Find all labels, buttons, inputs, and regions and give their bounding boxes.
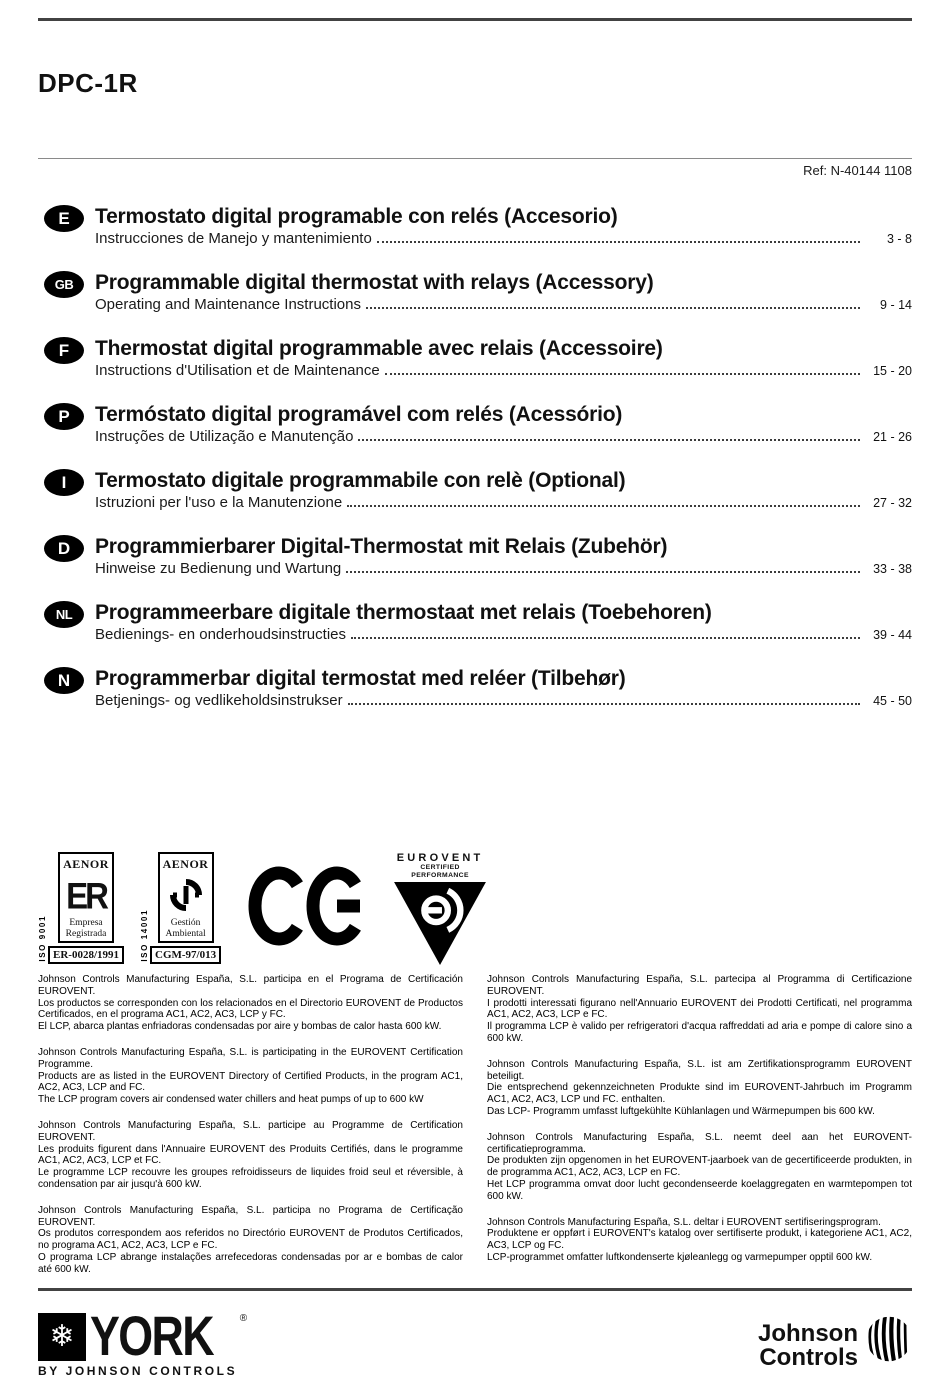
toc-entry-body	[95, 600, 912, 644]
toc-subtitle-row	[95, 295, 912, 314]
toc-entry-norwegian	[38, 666, 912, 710]
registered-mark: ®	[239, 1312, 248, 1324]
aenor-env-mark-icon	[161, 872, 211, 918]
aenor-er-column	[48, 852, 124, 964]
reference-number: Ref: N-40144 1108	[803, 163, 912, 178]
page-title: DPC-1R	[38, 68, 138, 98]
language-badge-nl: NL	[44, 601, 84, 628]
aenor-er-mark-icon: ER	[66, 874, 106, 916]
dotted-leader	[358, 439, 860, 441]
dotted-leader	[377, 241, 860, 243]
dotted-leader	[351, 637, 860, 639]
toc-entry-portuguese	[38, 402, 912, 446]
iso-14001-label: ISO 14001	[140, 909, 149, 962]
toc-entry-french	[38, 336, 912, 380]
toc-entry-english	[38, 270, 912, 314]
toc-page-range: 9 - 14	[880, 298, 912, 312]
language-badge-i: I	[44, 469, 84, 496]
toc-page-range: 21 - 26	[873, 430, 912, 444]
toc-subtitle-row	[95, 229, 912, 248]
ce-mark-icon	[247, 864, 371, 953]
notice-dutch: Johnson Controls Manufacturing España, S.L. neemt deel aan het EUROVENT-certificatieprogramma. De produkten zijn opgenomen in het EUROVENT-jaarboek van de gecertificeerde produkten, in de programma AC1, AC2, AC3, LCP en FC. Het LCP programma omvat door lucht gecondenseerde koelaggregaten en warmtepompen tot 600 kW.	[487, 1131, 912, 1202]
top-rule	[38, 18, 912, 21]
snowflake-icon: ❄	[38, 1313, 86, 1361]
toc-page-range: 27 - 32	[873, 496, 912, 510]
aenor-er-certificate	[38, 852, 124, 964]
dotted-leader	[348, 703, 860, 705]
aenor-brand: AENOR	[63, 857, 109, 871]
toc-entry-body	[95, 270, 912, 314]
iso-9001-label: ISO 9001	[38, 915, 47, 962]
toc-entry-dutch	[38, 600, 912, 644]
aenor-env-label: Gestión Ambiental	[165, 918, 206, 939]
toc-page-range: 39 - 44	[873, 628, 912, 642]
toc-title: Termostato digital programable con relés (Accesorio)	[95, 205, 618, 228]
toc-subtitle: Instrucciones de Manejo y mantenimiento	[95, 230, 372, 247]
dotted-leader	[346, 571, 860, 573]
eurovent-notices	[38, 974, 912, 1276]
eurovent-certificate	[391, 852, 489, 972]
toc-entry-body	[95, 666, 912, 710]
language-badge-gb: GB	[44, 271, 84, 298]
toc-subtitle-row	[95, 361, 912, 380]
toc-subtitle-row	[95, 691, 912, 710]
dotted-leader	[385, 373, 860, 375]
toc-entry-spanish	[38, 204, 912, 248]
york-tagline: BY JOHNSON CONTROLS	[38, 1363, 238, 1378]
footer	[38, 1303, 912, 1378]
toc-subtitle-row	[95, 559, 912, 578]
language-badge-d: D	[44, 535, 84, 562]
language-badge-e: E	[44, 205, 84, 232]
toc-entry-german	[38, 534, 912, 578]
dotted-leader	[347, 505, 860, 507]
eurovent-name: EUROVENT	[396, 852, 484, 864]
dotted-leader	[366, 307, 860, 309]
toc-entry-body	[95, 402, 912, 446]
toc-title: Termóstato digital programável com relés (Acessório)	[95, 403, 623, 426]
notice-norwegian: Johnson Controls Manufacturing España, S.L. deltar i EUROVENT sertifiseringsprogram. Produktene er oppført i EUROVENT's katalog over sertifiserte produkt, i kategoriene AC1, AC2, AC3, LCP og FC. LCP-programmet omfatter luftkondenserte kjøleanlegg og varmepumper opptil 600 kW.	[487, 1216, 912, 1263]
notice-english: Johnson Controls Manufacturing España, S.L. is participating in the EUROVENT Certification Programme. Products are as listed in the EUROVENT Directory of Certified Products, in the program AC1, AC2, AC3, LCP and FC. The LCP program covers air condensed water chillers and heat pumps of up to 600 kW	[38, 1046, 463, 1106]
notices-left-column	[38, 974, 463, 1276]
toc-title: Programmierbarer Digital-Thermostat mit Relais (Zubehör)	[95, 535, 668, 558]
language-badge-f: F	[44, 337, 84, 364]
toc-title: Thermostat digital programmable avec relais (Accessoire)	[95, 337, 663, 360]
certification-logos	[38, 852, 912, 964]
toc-entry-body	[95, 534, 912, 578]
toc-page-range: 3 - 8	[886, 232, 912, 246]
johnson-controls-wordmark: Johnson Controls	[758, 1319, 858, 1371]
notice-portuguese: Johnson Controls Manufacturing España, S.L. participa no Programa de Certificação EUROVENT. Os produtos correspondem aos referidos no Directório EUROVENT de Produtos Certificados, no programa AC1, AC2, AC3, LCP e FC. O programa LCP abrange instalações arrefecedoras condensadas por ar e bombas de calor até 600 kW.	[38, 1204, 463, 1275]
toc-subtitle: Bedienings- en onderhoudsinstructies	[95, 626, 346, 643]
toc-subtitle: Istruzioni per l'uso e la Manutenzione	[95, 494, 343, 511]
notice-french: Johnson Controls Manufacturing España, S.L. participe au Programme de Certification EUROVENT. Les produits figurent dans l'Annuaire EUROVENT des Produits Certifiés, dans le programme AC1, AC2, AC3, LCP et FC. Le programme LCP recouvre les groupes refroidisseurs de liquides froid seul et réversible, à condensation par air jusqu'à 600 kW.	[38, 1119, 463, 1190]
toc-subtitle-row	[95, 427, 912, 446]
aenor-env-code: CGM-97/013	[150, 946, 221, 964]
eurovent-tagline: CERTIFIED PERFORMANCE	[411, 864, 469, 879]
aenor-er-label: Empresa Registrada	[65, 918, 107, 939]
toc-page-range: 15 - 20	[873, 364, 912, 378]
language-badge-p: P	[44, 403, 84, 430]
notice-spanish: Johnson Controls Manufacturing España, S.L. participa en el Programa de Certificación EUROVENT. Los productos se corresponden con los relacionados en el Directorio EUROVENT de Productos Certificados, en el programa AC1, AC2, AC3, LCP y FC. El LCP, abarca plantas enfriadoras condensadas por aire y bombas de calor hasta 600 kW.	[38, 974, 463, 1033]
toc-entry-body	[95, 336, 912, 380]
aenor-brand: AENOR	[162, 857, 209, 871]
aenor-env-column	[150, 852, 221, 964]
bottom-rule	[38, 1288, 912, 1291]
york-wordmark: YORK	[90, 1303, 214, 1367]
york-logo	[38, 1303, 248, 1378]
aenor-er-code: ER-0028/1991	[48, 946, 124, 964]
eurovent-mark-icon	[391, 881, 489, 972]
manual-cover-page	[0, 18, 950, 1379]
notice-italian: Johnson Controls Manufacturing España, S.L. partecipa al Programma di Certificazione EUROVENT. I prodotti interessati figurano nell'Annuario EUROVENT dei Prodotti Certificati, nel programma AC1, AC2, AC3, LCP e FC. Il programma LCP è valido per refrigeratori d'acqua raffreddati ad aria e pompe di calore sino a 600 kW.	[487, 974, 912, 1044]
toc-subtitle: Hinweise zu Bedienung und Wartung	[95, 560, 342, 577]
toc-entry-body	[95, 204, 912, 248]
toc-title: Termostato digitale programmabile con relè (Optional)	[95, 469, 626, 492]
divider-rule	[38, 158, 912, 159]
aenor-env-certificate	[140, 852, 221, 964]
jc-globe-icon	[866, 1308, 912, 1375]
toc-entry-italian	[38, 468, 912, 512]
toc-subtitle: Betjenings- og vedlikeholdsinstrukser	[95, 692, 343, 709]
notices-right-column	[487, 974, 912, 1276]
toc-title: Programmerbar digital termostat med reléer (Tilbehør)	[95, 667, 626, 690]
toc-page-range: 33 - 38	[873, 562, 912, 576]
language-badge-n: N	[44, 667, 84, 694]
toc-title: Programmeerbare digitale thermostaat met relais (Toebehoren)	[95, 601, 712, 624]
notice-german: Johnson Controls Manufacturing España, S.L. ist am Zertifikationsprogramm EUROVENT beteiligt. Die entsprechend gekennzeichneten Produkte sind im EUROVENT-Jahrbuch im Programm AC1, AC2, AC3, LCP und FC. enthalten. Das LCP- Programm umfasst luftgekühlte Kühlanlagen und Wärmepumpen bis 600 kW.	[487, 1058, 912, 1117]
toc-subtitle-row	[95, 493, 912, 512]
toc-subtitle-row	[95, 625, 912, 644]
toc-subtitle: Instructions d'Utilisation et de Maintenance	[95, 362, 380, 379]
york-wordmark-row	[38, 1303, 248, 1367]
toc-page-range: 45 - 50	[873, 694, 912, 708]
johnson-controls-logo	[758, 1308, 912, 1375]
toc-title: Programmable digital thermostat with relays (Accessory)	[95, 271, 654, 294]
table-of-contents	[38, 204, 912, 710]
aenor-env-box	[158, 852, 214, 943]
toc-entry-body	[95, 468, 912, 512]
toc-subtitle: Operating and Maintenance Instructions	[95, 296, 361, 313]
toc-subtitle: Instruções de Utilização e Manutenção	[95, 428, 354, 445]
aenor-er-box	[58, 852, 114, 943]
